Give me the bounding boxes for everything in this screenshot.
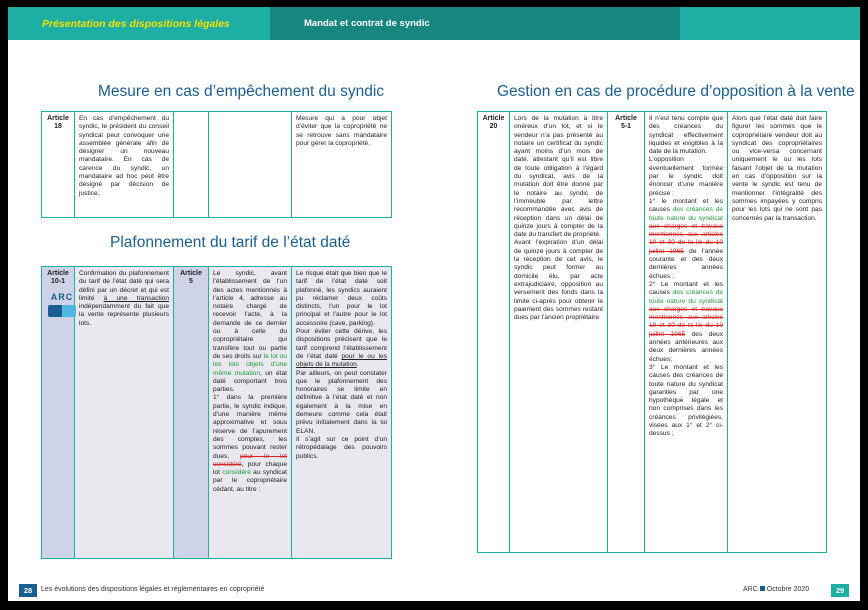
heading-plafonnement: Plafonnement du tarif de l’état daté — [110, 234, 351, 251]
article-text: Le syndic, avant l’établissement de l’un des actes mentionnés à l’article 4, adresse au notaire chargé de recevoir l’acte, à la demande de ce dernier ou à celle du copropriétaire qui transfère tout ou partie de ses droits sur le lot ou les lots objets d’une même mutation, un état daté comportant trois parties. 1° dans la première partie, le syndic indique, d’une manière même approximative et sous réserve de l’apurement des comptes, les sommes pouvant rester dues, pour le lot considéré, pour chaque lot considéré au syndicat par le copropriétaire cédant, au titre : — [209, 267, 292, 559]
article-comment: Mesure qui a pour objet d’éviter que la copropriété ne se retrouve sans mandataire pour gérer la copropriété. — [292, 112, 392, 218]
page-number-right: 29 — [831, 584, 849, 597]
article-text: En cas d’empêchement du syndic, le président du conseil syndical peut convoquer une assemblée générale afin de désigner un nouveau mandataire. En cas de carence du syndic, un mandataire ad hoc peut être désigné par décision de justice. — [75, 112, 174, 218]
page-number-left: 28 — [19, 584, 37, 597]
header-bar — [8, 7, 860, 40]
footer-brand: ARC Octobre 2020 — [743, 586, 810, 593]
article-label: Article 18 — [42, 112, 75, 218]
heading-opposition: Gestion en cas de procédure d’opposition à la vente — [497, 83, 855, 100]
footer-publication-title: Les évolutions des dispositions légales et réglementaires en copropriété — [41, 586, 265, 593]
article-label: Article 5-1 — [608, 112, 645, 553]
article-text: Confirmation du plafonnement du tarif de l’état daté qui sera défini par un décret et qui est limité à une transaction indépendamment du fait que la vente représente plusieurs lots. — [75, 267, 174, 559]
document-spread — [8, 7, 860, 601]
header-section-title: Présentation des dispositions légales — [42, 18, 230, 30]
table-empechement — [41, 111, 392, 218]
article-comment: Le risque était que bien que le tarif de l’état daté soit plafonné, les syndics auraient pu réclamer deux coûts distincts, l’un pour le lot principal et l’autre pour le lot accessoire (cave, parking). Pour éviter cette dérive, les dispositions précisent que le tarif comprend l’établissement de l’état daté pour le ou les objets de la mutation. Par ailleurs, on peut constater que le plafonnement des honoraires se limite en définitive à l’état daté et non également à la mise en demeure comme cela était prévu initialement dans la loi ELAN. Il s’agit sur ce point d’un rétropédalage des pouvoirs publics. — [292, 267, 392, 559]
article-label: Article 20 — [478, 112, 510, 553]
table-opposition — [477, 111, 827, 553]
article-label: Article 5 — [174, 267, 209, 559]
arc-logo-icon: ARC — [46, 293, 78, 319]
square-icon — [760, 586, 765, 591]
header-chapter-title: Mandat et contrat de syndic — [304, 18, 430, 29]
table-plafonnement — [41, 266, 392, 559]
article-text: Il n’est tenu compte que des créances du syndicat effectivement liquides et exigibles à la date de la mutation. L’opposition éventuellement formée par le syndic doit énoncer d’une manière précise : 1° le montant et les causes des créances de toute nature du syndicat aux charges et travaux mentionnés aux articles 10 et 30 de la loi du 10 juillet 1965 de l’année courante et des deux dernières années échues ; 2° Le montant et les causes des créances de toute nature du syndicat aux charges et travaux mentionnés aux articles 10 et 30 de la loi du 10 juillet 1965 des deux années antérieures aux deux dernières années échues; 3° Le montant et les causes des créances de toute nature du syndicat garanties par une hypothèque légale et non comprises dans les créances privilégiées, visées aux 1° et 2° ci-dessus ; — [645, 112, 728, 553]
article-comment: Alors que l’état daté doit faire figurer les sommes que le copropriétaire vendeur doit au syndicat des copropriétaires ou vice-versa concernant uniquement le ou les lots faisant l’objet de la mutation en cas d’opposition sur la vente le syndic est tenu de mentionner l’intégralité des sommes impayées y compris pour les lots qui ne sont pas concernés par la transaction. — [728, 112, 827, 553]
heading-empechement: Mesure en cas d’empêchement du syndic — [98, 83, 385, 100]
article-label: Article 10-1 ARC — [42, 267, 75, 559]
article-text: Lors de la mutation à titre onéreux d’un lot, et si le vendeur n’a pas présenté au notaire un certificat du syndic ayant moins d’un mois de date, attestant qu’il est libre de toute obligation à l’égard du syndicat, avis de la mutation doit être donné par le notaire au syndic de l’immeuble par lettre recommandée avec avis de réception dans un délai de quinze jours à compter de la date du transfert de propriété. Avant l’expiration d’un délai de quinze jours à compter de la réception de cet avis, le syndic peut former au domicile élu, par acte extrajudiciaire, opposition au versement des fonds dans la limite ci-après pour obtenir le paiement des sommes restant dues par l’ancien propriétaire. — [510, 112, 608, 553]
footer — [8, 581, 860, 601]
